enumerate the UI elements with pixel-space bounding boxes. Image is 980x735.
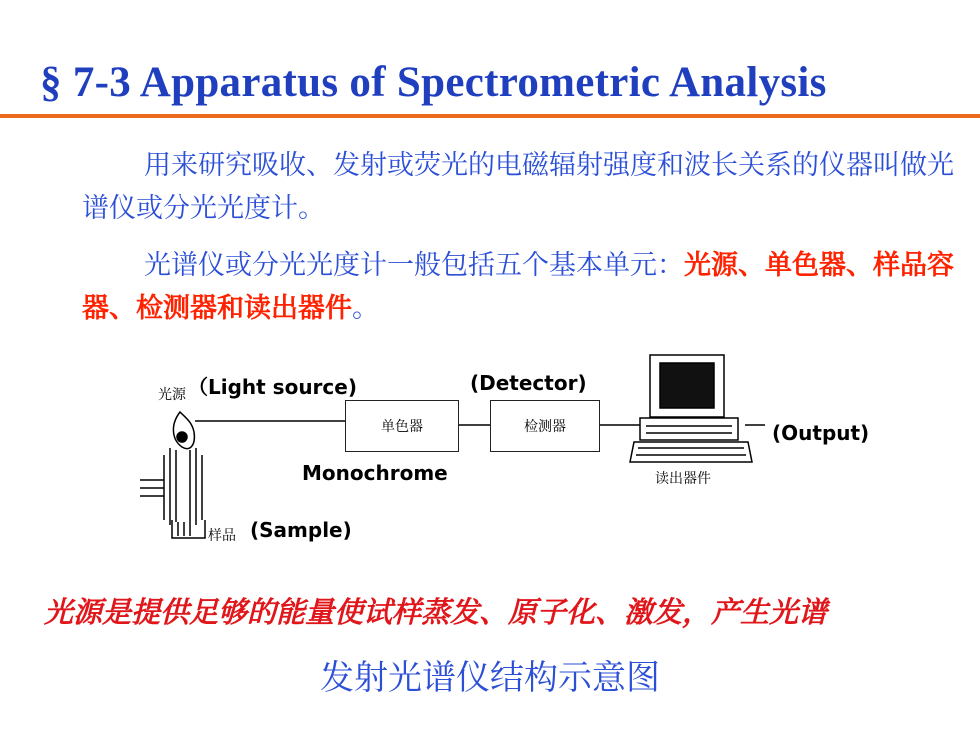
monochromator-box: [345, 400, 459, 452]
detector-en-label: (Detector): [470, 371, 587, 395]
readout-cn-label: 读出器件: [655, 471, 711, 487]
sample-cn-label: 样品: [208, 528, 236, 544]
monochrome-en-label: Monochrome: [302, 461, 448, 485]
detector-box: [490, 400, 600, 452]
slide-title: § 7-3 Apparatus of Spectrometric Analysis: [40, 59, 827, 106]
output-en-label: (Output): [772, 421, 870, 445]
light-source-note: 光源是提供足够的能量使试样蒸发、原子化、激发，产生光谱: [44, 595, 828, 629]
sample-en-label: (Sample): [250, 518, 352, 542]
monochromator-cn-label: 单色器: [381, 419, 423, 435]
components-intro: 光谱仪或分光光度计一般包括五个基本单元：: [144, 250, 684, 281]
burner-drawing: [140, 412, 205, 538]
detector-cn-label: 检测器: [524, 419, 566, 435]
computer-icon: [630, 355, 752, 462]
paragraph-definition: 用来研究吸收、发射或荧光的电磁辐射强度和波长关系的仪器叫做光谱仪或分光光度计。: [82, 150, 954, 224]
light-source-cn-label: 光源: [158, 387, 186, 403]
light-source-en-label: （Light source): [188, 375, 357, 399]
components-highlight: 光源、单色器、样品容器、检测器和读出器件: [82, 250, 954, 324]
components-end: 。: [352, 293, 379, 324]
figure-caption: 发射光谱仪结构示意图: [320, 658, 660, 698]
